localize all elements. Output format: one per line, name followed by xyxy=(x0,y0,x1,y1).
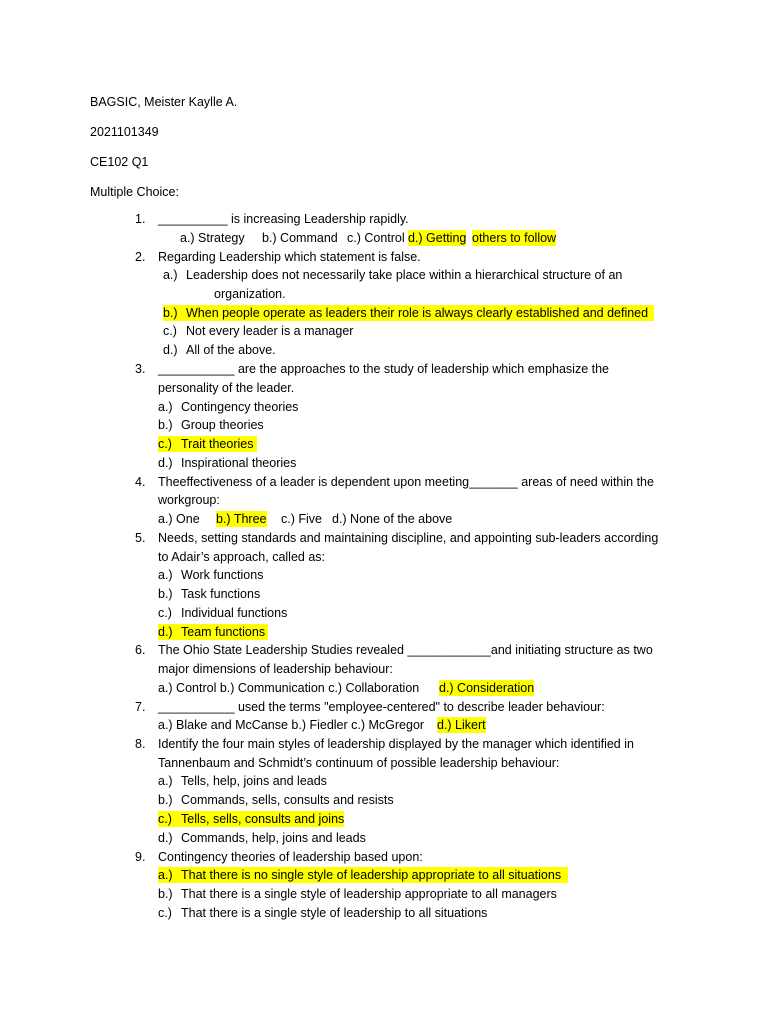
option-a-label: a.) xyxy=(158,568,173,582)
student-name: BAGSIC, Meister Kaylle A. xyxy=(90,95,238,109)
question-text-cont: major dimensions of leadership behaviour: xyxy=(158,662,393,676)
question-text-cont: to Adair’s approach, called as: xyxy=(158,550,326,564)
option-b-label: b.) xyxy=(158,418,173,432)
question-text-cont: Tannenbaum and Schmidt’s continuum of possible leadership behaviour: xyxy=(158,756,560,770)
option-b-text: That there is a single style of leadership appropriate to all managers xyxy=(181,887,557,901)
question-text: ___________ used the terms "employee-centered" to describe leader behaviour: xyxy=(158,700,605,714)
question-text: Theeffectiveness of a leader is dependent upon meeting_______ areas of need within the xyxy=(158,475,654,489)
option-b-label: b.) xyxy=(158,587,173,601)
section-title: Multiple Choice: xyxy=(90,185,179,199)
option-a-text-cont: organization. xyxy=(214,287,286,301)
student-id: 2021101349 xyxy=(90,125,159,139)
question-text: Regarding Leadership which statement is false. xyxy=(158,250,421,264)
option-c-answer xyxy=(158,811,344,827)
option-d-text: Inspirational theories xyxy=(181,456,297,470)
options-abc: a.) Blake and McCanse b.) Fiedler c.) McGregor xyxy=(158,718,425,732)
option-a-text: Leadership does not necessarily take place within a hierarchical structure of an xyxy=(186,268,623,282)
option-a-label: a.) xyxy=(163,268,178,282)
option-b-label: b.) xyxy=(163,306,178,320)
option-c-text: Tells, sells, consults and joins xyxy=(181,812,345,826)
option-c-label: c.) xyxy=(158,437,172,451)
option-a-answer xyxy=(158,867,568,883)
question-number: 8. xyxy=(135,737,146,751)
question-text: Contingency theories of leadership based upon: xyxy=(158,850,423,864)
option-a-label: a.) xyxy=(158,774,173,788)
option-d-answer-part2: others to follow xyxy=(472,231,557,245)
question-text: ___________ are the approaches to the study of leadership which emphasize the xyxy=(158,362,610,376)
option-b-label: b.) xyxy=(158,887,173,901)
options-abc: a.) Control b.) Communication c.) Collaboration xyxy=(158,681,420,695)
option-b-label: b.) xyxy=(158,793,173,807)
question-text: The Ohio State Leadership Studies revealed ____________and initiating structure as two xyxy=(158,643,653,657)
option-d-label: d.) xyxy=(158,456,173,470)
option-c: c.) Control xyxy=(347,231,405,245)
question-number: 5. xyxy=(135,531,146,545)
option-b-answer xyxy=(163,305,654,321)
option-c-answer xyxy=(158,436,257,452)
option-a-text: Tells, help, joins and leads xyxy=(181,774,327,788)
option-c-text: That there is a single style of leadership to all situations xyxy=(181,906,488,920)
question-number: 7. xyxy=(135,700,146,714)
option-d-answer xyxy=(158,624,268,640)
option-c-text: Individual functions xyxy=(181,606,288,620)
question-text: Identify the four main styles of leadership displayed by the manager which identified in xyxy=(158,737,634,751)
option-b-text: Task functions xyxy=(181,587,261,601)
option-b: b.) Command xyxy=(262,231,338,245)
option-d: d.) None of the above xyxy=(332,512,453,526)
option-c-label: c.) xyxy=(158,606,172,620)
question-number: 1. xyxy=(135,212,146,226)
question-text: __________ is increasing Leadership rapidly. xyxy=(158,212,409,226)
option-a-text: That there is no single style of leadership appropriate to all situations xyxy=(181,868,562,882)
option-c-text: Trait theories xyxy=(181,437,254,451)
question-text-cont: personality of the leader. xyxy=(158,381,295,395)
question-number: 2. xyxy=(135,250,146,264)
question-number: 9. xyxy=(135,850,146,864)
option-b-text: Group theories xyxy=(181,418,264,432)
option-c-text: Not every leader is a manager xyxy=(186,324,354,338)
option-b-text: Commands, sells, consults and resists xyxy=(181,793,394,807)
option-d-answer-part1: d.) Getting xyxy=(408,231,467,245)
option-d-label: d.) xyxy=(158,831,173,845)
option-a-label: a.) xyxy=(158,400,173,414)
option-d-label: d.) xyxy=(163,343,178,357)
option-b-answer: b.) Three xyxy=(216,512,267,526)
option-c: c.) Five xyxy=(281,512,322,526)
course-code: CE102 Q1 xyxy=(90,155,149,169)
option-a-text: Work functions xyxy=(181,568,264,582)
question-text: Needs, setting standards and maintaining discipline, and appointing sub-leaders according xyxy=(158,531,659,545)
option-c-label: c.) xyxy=(163,324,177,338)
question-number: 4. xyxy=(135,475,146,489)
question-text-cont: workgroup: xyxy=(158,493,220,507)
option-d-text: All of the above. xyxy=(186,343,276,357)
option-a: a.) One xyxy=(158,512,200,526)
question-number: 3. xyxy=(135,362,146,376)
option-a-text: Contingency theories xyxy=(181,400,299,414)
option-d-label: d.) xyxy=(158,625,173,639)
option-a: a.) Strategy xyxy=(180,231,245,245)
option-d-answer: d.) Consideration xyxy=(439,681,535,695)
option-b-text: When people operate as leaders their role is always clearly established and defined xyxy=(186,306,649,320)
option-d-text: Commands, help, joins and leads xyxy=(181,831,366,845)
option-c-label: c.) xyxy=(158,906,172,920)
option-d-text: Team functions xyxy=(181,625,266,639)
option-c-label: c.) xyxy=(158,812,172,826)
question-number: 6. xyxy=(135,643,146,657)
option-a-label: a.) xyxy=(158,868,173,882)
option-d-answer: d.) Likert xyxy=(437,718,486,732)
